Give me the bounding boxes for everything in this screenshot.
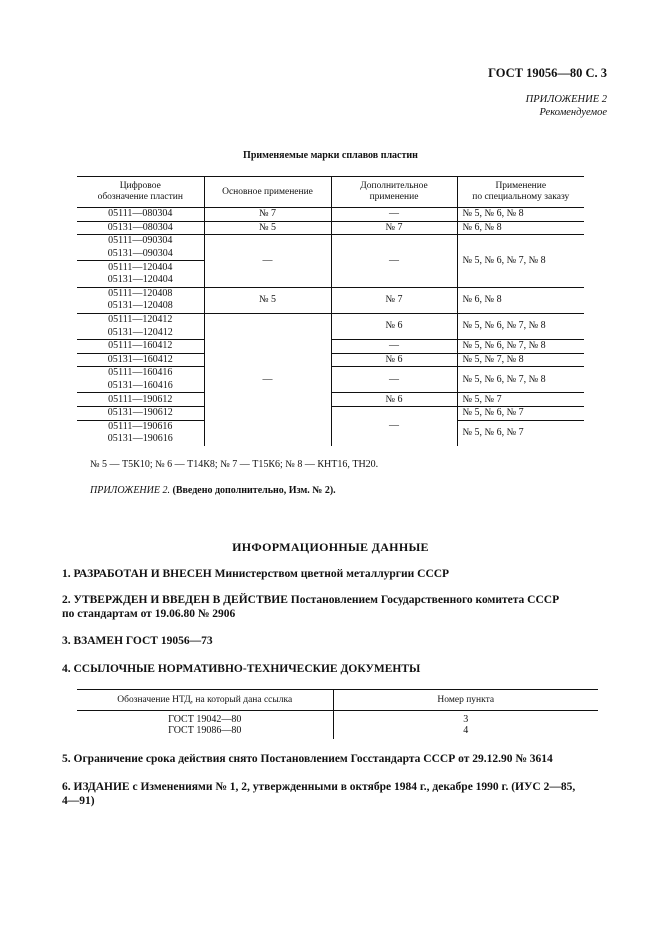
designation-cell: 05111—120408 bbox=[108, 287, 173, 299]
appendix-number: ПРИЛОЖЕНИЕ 2 bbox=[525, 94, 607, 105]
main-use-cell: — bbox=[204, 235, 331, 287]
table-row bbox=[77, 221, 584, 235]
appendix-note-label: ПРИЛОЖЕНИЕ 2. bbox=[90, 485, 170, 496]
info-section-title: ИНФОРМАЦИОННЫЕ ДАННЫЕ bbox=[232, 540, 429, 554]
main-use-cell: № 7 bbox=[204, 208, 331, 222]
designation-cell: 05111—120412 bbox=[108, 314, 173, 326]
document-cell: ГОСТ 19086—80 bbox=[168, 725, 242, 736]
designation-cell: 05111—160412 bbox=[77, 339, 204, 353]
table-row bbox=[77, 393, 584, 407]
clause-cell: 4 bbox=[333, 725, 598, 739]
info-item-4: 4. ССЫЛОЧНЫЕ НОРМАТИВНО-ТЕХНИЧЕСКИЕ ДОКУМЕНТЫ bbox=[62, 663, 421, 675]
designation-cell: 05131—190616 bbox=[107, 433, 173, 445]
table-row bbox=[77, 235, 584, 248]
additional-use-cell: № 6 bbox=[331, 313, 457, 339]
document-reference: ГОСТ 19056—80 С. 3 bbox=[488, 66, 607, 80]
column-header-main-use: Основное применение bbox=[204, 177, 331, 208]
additional-use-cell: — bbox=[331, 406, 457, 445]
designation-cell: 05131—120404 bbox=[77, 274, 204, 287]
table-row bbox=[77, 313, 584, 326]
page-header bbox=[488, 66, 607, 119]
table-row bbox=[77, 367, 584, 380]
additional-use-cell: — bbox=[331, 235, 457, 287]
additional-use-cell: — bbox=[331, 339, 457, 353]
column-header-special-order: Применение по специальному заказу bbox=[457, 177, 584, 208]
designation-cell: 05131—120412 bbox=[77, 326, 204, 339]
special-order-cell: № 5, № 6, № 7, № 8 bbox=[457, 367, 584, 393]
designation-cell: 05131—080304 bbox=[77, 221, 204, 235]
special-order-cell: № 5, № 6, № 7, № 8 bbox=[457, 339, 584, 353]
table-row bbox=[77, 287, 584, 300]
designation-cell: 05111—120404 bbox=[108, 261, 173, 273]
table-header-row bbox=[77, 690, 598, 711]
table-row bbox=[77, 406, 584, 420]
special-order-cell: № 5, № 7, № 8 bbox=[457, 353, 584, 367]
alloy-legend: № 5 — Т5К10; № 6 — Т14К8; № 7 — Т15К6; № 8 — КНТ16, ТН20. bbox=[90, 459, 379, 470]
column-header-additional-use: Дополнительное применение bbox=[331, 177, 457, 208]
main-use-cell: № 5 bbox=[204, 221, 331, 235]
appendix-note bbox=[90, 485, 336, 496]
designation-cell: 05111—090304 bbox=[108, 235, 173, 247]
column-header-document: Обозначение НТД, на который дана ссылка bbox=[77, 690, 333, 711]
designation-cell: 05111—080304 bbox=[77, 208, 204, 222]
document-cell: ГОСТ 19042—80 bbox=[168, 714, 242, 725]
clause-cell: 3 bbox=[333, 711, 598, 726]
alloy-table-title: Применяемые марки сплавов пластин bbox=[243, 150, 418, 161]
additional-use-cell: № 6 bbox=[331, 393, 457, 407]
designation-cell: 05131—160416 bbox=[77, 380, 204, 393]
special-order-cell: № 5, № 6, № 7 bbox=[457, 420, 584, 446]
designation-cell: 05131—120408 bbox=[77, 300, 204, 313]
special-order-cell: № 5, № 6, № 7 bbox=[457, 406, 584, 420]
designation-cell: 05111—190616 bbox=[108, 420, 173, 432]
additional-use-cell: — bbox=[331, 367, 457, 393]
info-item-3: 3. ВЗАМЕН ГОСТ 19056—73 bbox=[62, 635, 213, 647]
special-order-cell: № 5, № 7 bbox=[457, 393, 584, 407]
main-use-cell: — bbox=[204, 313, 331, 445]
appendix-label bbox=[488, 93, 607, 119]
appendix-status: Рекомендуемое bbox=[539, 107, 607, 118]
info-item-1: 1. РАЗРАБОТАН И ВНЕСЕН Министерством цветной металлургии СССР bbox=[62, 568, 450, 580]
main-use-cell: № 5 bbox=[204, 287, 331, 313]
additional-use-cell: № 7 bbox=[331, 221, 457, 235]
designation-cell: 05111—160416 bbox=[108, 367, 173, 379]
alloy-grades-table bbox=[77, 176, 584, 446]
special-order-cell: № 6, № 8 bbox=[457, 287, 584, 313]
special-order-cell: № 5, № 6, № 7, № 8 bbox=[457, 313, 584, 339]
designation-cell: 05111—190612 bbox=[77, 393, 204, 407]
info-item-5: 5. Ограничение срока действия снято Постановлением Госстандарта СССР от 29.12.90 № 3614 bbox=[62, 753, 553, 765]
special-order-cell: № 5, № 6, № 7, № 8 bbox=[457, 235, 584, 287]
info-item-2: 2. УТВЕРЖДЕН И ВВЕДЕН В ДЕЙСТВИЕ Постановлением Государственного комитета СССР по стандартам от 19.06.80 № 2906 bbox=[62, 594, 560, 620]
additional-use-cell: № 6 bbox=[331, 353, 457, 367]
designation-cell: 05131—190612 bbox=[77, 406, 204, 420]
info-item-6: 6. ИЗДАНИЕ с Изменениями № 1, 2, утвержденными в октябре 1984 г., декабре 1990 г. (ИУС 2—85, 4—91) bbox=[62, 781, 576, 807]
column-header-designation: Цифровое обозначение пластин bbox=[77, 177, 204, 208]
table-row bbox=[77, 208, 584, 222]
additional-use-cell: — bbox=[331, 208, 457, 222]
additional-use-cell: № 7 bbox=[331, 287, 457, 313]
special-order-cell: № 5, № 6, № 8 bbox=[457, 208, 584, 222]
table-header-row bbox=[77, 177, 584, 208]
table-row bbox=[77, 339, 584, 353]
designation-cell: 05131—160412 bbox=[77, 353, 204, 367]
column-header-clause: Номер пункта bbox=[333, 690, 598, 711]
appendix-note-amendment: (Введено дополнительно, Изм. № 2). bbox=[172, 485, 336, 496]
table-row bbox=[77, 353, 584, 367]
table-row bbox=[77, 711, 598, 726]
special-order-cell: № 6, № 8 bbox=[457, 221, 584, 235]
reference-documents-table bbox=[77, 689, 598, 739]
table-row bbox=[77, 725, 598, 739]
designation-cell: 05131—090304 bbox=[77, 248, 204, 261]
